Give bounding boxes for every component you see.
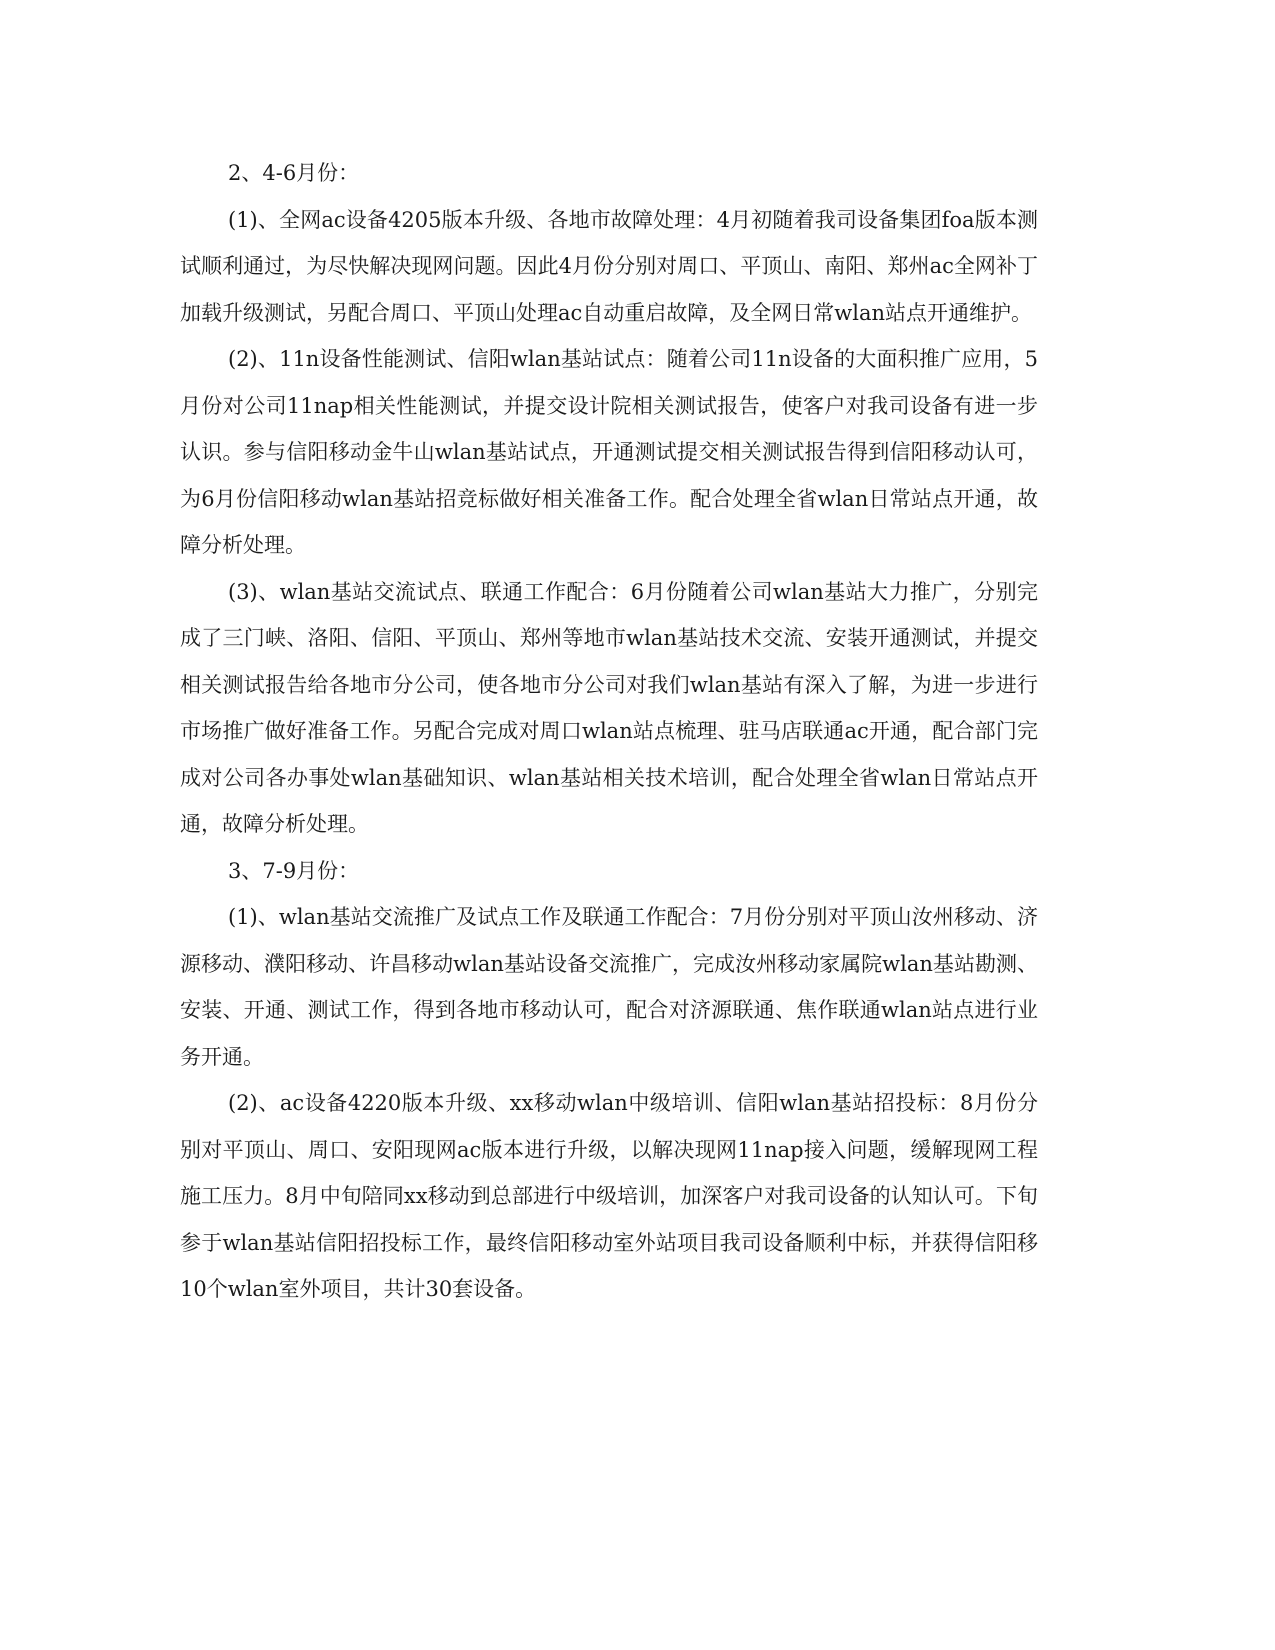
- section-heading: 2、4-6月份：: [228, 161, 360, 185]
- section-heading: 3、7-9月份：: [228, 858, 360, 883]
- paragraph: (1)、wlan基站交流推广及试点工作及联通工作配合：7月份分别对平顶山汝州移动、济源移动、濮阳移动、许昌移动wlan基站设备交流推广，完成汝州移动家属院wlan基站勘测、安装、开通、测试工作，得到各地市移动认可，配合对济源联通、焦作联通wlan站点进行业务开通。: [180, 905, 1038, 1069]
- document-body: [180, 150, 1038, 1313]
- paragraph: (3)、wlan基站交流试点、联通工作配合：6月份随着公司wlan基站大力推广，分别完成了三门峡、洛阳、信阳、平顶山、郑州等地市wlan基站技术交流、安装开通测试，并提交相关测试报告给各地市分公司，使各地市分公司对我们wlan基站有深入了解，为进一步进行市场推广做好准备工作。另配合完成对周口wlan站点梳理、驻马店联通ac开通，配合部门完成对公司各办事处wlan基础知识、wlan基站相关技术培训，配合处理全省wlan日常站点开通，故障分析处理。: [180, 579, 1038, 836]
- paragraph: (1)、全网ac设备4205版本升级、各地市故障处理：4月初随着我司设备集团foa版本测试顺利通过，为尽快解决现网问题。因此4月份分别对周口、平顶山、南阳、郑州ac全网补丁加载升级测试，另配合周口、平顶山处理ac自动重启故障，及全网日常wlan站点开通维护。: [180, 207, 1038, 325]
- paragraph: (2)、ac设备4220版本升级、xx移动wlan中级培训、信阳wlan基站招投标：8月份分别对平顶山、周口、安阳现网ac版本进行升级，以解决现网11nap接入问题，缓解现网工程施工压力。8月中旬陪同xx移动到总部进行中级培训，加深客户对我司设备的认知认可。下旬参于wlan基站信阳招投标工作，最终信阳移动室外站项目我司设备顺利中标，并获得信阳移10个wlan室外项目，共计30套设备。: [180, 1091, 1038, 1301]
- paragraph: (2)、11n设备性能测试、信阳wlan基站试点：随着公司11n设备的大面积推广应用，5月份对公司11nap相关性能测试，并提交设计院相关测试报告，使客户对我司设备有进一步认识。参与信阳移动金牛山wlan基站试点，开通测试提交相关测试报告得到信阳移动认可，为6月份信阳移动wlan基站招竞标做好相关准备工作。配合处理全省wlan日常站点开通，故障分析处理。: [180, 347, 1038, 557]
